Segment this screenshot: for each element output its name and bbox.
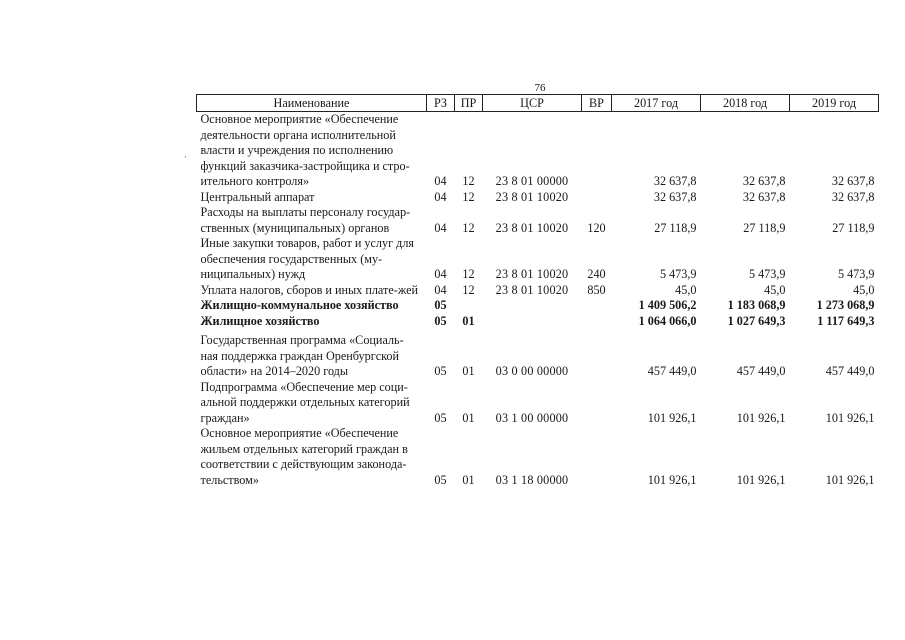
table-row [197,112,879,190]
header-rz: РЗ [427,95,455,112]
row-pr: 01 [462,364,475,378]
row-2017: 1 409 506,2 [638,298,697,312]
row-rz: 05 [434,472,447,487]
row-name: Подпрограмма «Обеспечение мер соци-альной поддержки отдельных категорий граждан» [200,379,410,425]
row-2017: 101 926,1 [647,410,697,425]
row-2019: 1 273 068,9 [816,298,875,312]
table-row [197,380,879,427]
row-2017: 32 637,8 [653,174,697,188]
budget-table [196,94,879,488]
row-pr: 12 [462,282,475,297]
row-vr: 120 [587,220,606,235]
header-csr: ЦСР [483,95,582,112]
row-2018: 5 473,9 [748,267,786,281]
row-vr [582,190,612,206]
row-2018: 1 183 068,9 [727,298,786,312]
row-rz: 04 [434,220,447,235]
row-rz: 04 [434,282,447,297]
row-csr: 03 0 00 00000 [495,364,569,378]
row-2019: 32 637,8 [831,174,875,188]
row-2017: 1 064 066,0 [638,313,697,328]
row-rz: 05 [434,410,447,425]
row-csr [483,314,582,330]
row-2019: 5 473,9 [837,267,875,281]
row-vr [582,426,612,488]
row-name: Иные закупки товаров, работ и услуг для обеспечения государственных (му-ниципальных) нужд [200,236,415,281]
row-2018: 1 027 649,3 [727,313,786,328]
stray-mark: · [184,152,187,162]
row-2019: 27 118,9 [832,220,875,235]
row-rz: 04 [434,267,447,281]
header-pr: ПР [455,95,483,112]
row-csr: 23 8 01 10020 [495,282,569,297]
row-2017: 5 473,9 [659,267,697,281]
row-pr: 12 [462,174,475,188]
row-vr [582,314,612,330]
row-csr: 23 8 01 00000 [495,174,569,188]
row-2017: 27 118,9 [654,220,697,235]
table-row [197,190,879,206]
row-pr: 01 [462,313,475,328]
header-2017: 2017 год [612,95,701,112]
row-vr [582,298,612,314]
header-name: Наименование [197,95,427,112]
row-2019: 45,0 [853,282,875,297]
table-row [197,205,879,236]
row-name: Жилищно-коммунальное хозяйство [200,298,399,312]
row-rz: 05 [434,298,447,312]
table-row [197,298,879,314]
header-2018: 2018 год [701,95,790,112]
row-2018: 27 118,9 [743,220,786,235]
row-2018: 457 449,0 [736,364,786,378]
table-row [197,329,879,380]
row-vr: 240 [587,267,606,281]
row-pr: 12 [462,189,475,204]
row-2019: 101 926,1 [825,472,875,487]
row-vr [582,329,612,380]
row-csr: 23 8 01 10020 [495,189,569,204]
header-2019: 2019 год [790,95,879,112]
row-2019: 1 117 649,3 [817,313,875,328]
row-2017: 45,0 [675,282,697,297]
row-csr [483,298,582,314]
row-name: Государственная программа «Социаль-ная поддержка граждан Оренбургской области» на 2014–2020 годы [200,333,404,378]
row-2018: 32 637,8 [742,189,786,204]
page-number: 76 [534,82,546,94]
row-2019: 101 926,1 [825,410,875,425]
row-rz: 05 [434,364,447,378]
row-rz: 04 [434,189,447,204]
row-pr: 12 [462,267,475,281]
table-row [197,314,879,330]
row-2018: 101 926,1 [736,472,786,487]
row-pr: 12 [462,220,475,235]
row-pr: 01 [462,472,475,487]
row-name: Центральный аппарат [200,189,315,204]
row-2017: 457 449,0 [647,364,697,378]
row-vr [582,380,612,427]
row-csr: 03 1 00 00000 [495,410,569,425]
row-vr: 850 [587,282,606,297]
row-2018: 32 637,8 [742,174,786,188]
table-row [197,236,879,283]
row-pr [455,298,483,314]
row-rz: 04 [434,174,447,188]
row-2018: 45,0 [764,282,786,297]
row-csr: 23 8 01 10020 [495,267,569,281]
row-name: Основное мероприятие «Обеспечение жильем отдельных категорий граждан в соответствии с действующим законода-тельством» [200,426,408,487]
table-row [197,283,879,299]
row-2017: 32 637,8 [653,189,697,204]
row-csr: 23 8 01 10020 [495,220,569,235]
table-header [197,95,879,112]
row-2018: 101 926,1 [736,410,786,425]
row-2017: 101 926,1 [647,472,697,487]
row-name: Жилищное хозяйство [200,313,320,328]
row-name: Уплата налогов, сборов и иных плате-жей [200,282,419,297]
row-2019: 32 637,8 [831,189,875,204]
table-body [197,112,879,489]
row-2019: 457 449,0 [825,364,875,378]
header-vr: ВР [582,95,612,112]
row-pr: 01 [462,410,475,425]
row-vr [582,112,612,190]
row-name: Основное мероприятие «Обеспечение деятельности органа исполнительной власти и учреждения по исполнению функций заказчика-застройщика и стро-ительного контроля» [200,112,410,188]
row-csr: 03 1 18 00000 [495,472,569,487]
table-row [197,426,879,488]
row-name: Расходы на выплаты персоналу государ-ственных (муниципальных) органов [200,205,411,235]
row-rz: 05 [434,313,447,328]
